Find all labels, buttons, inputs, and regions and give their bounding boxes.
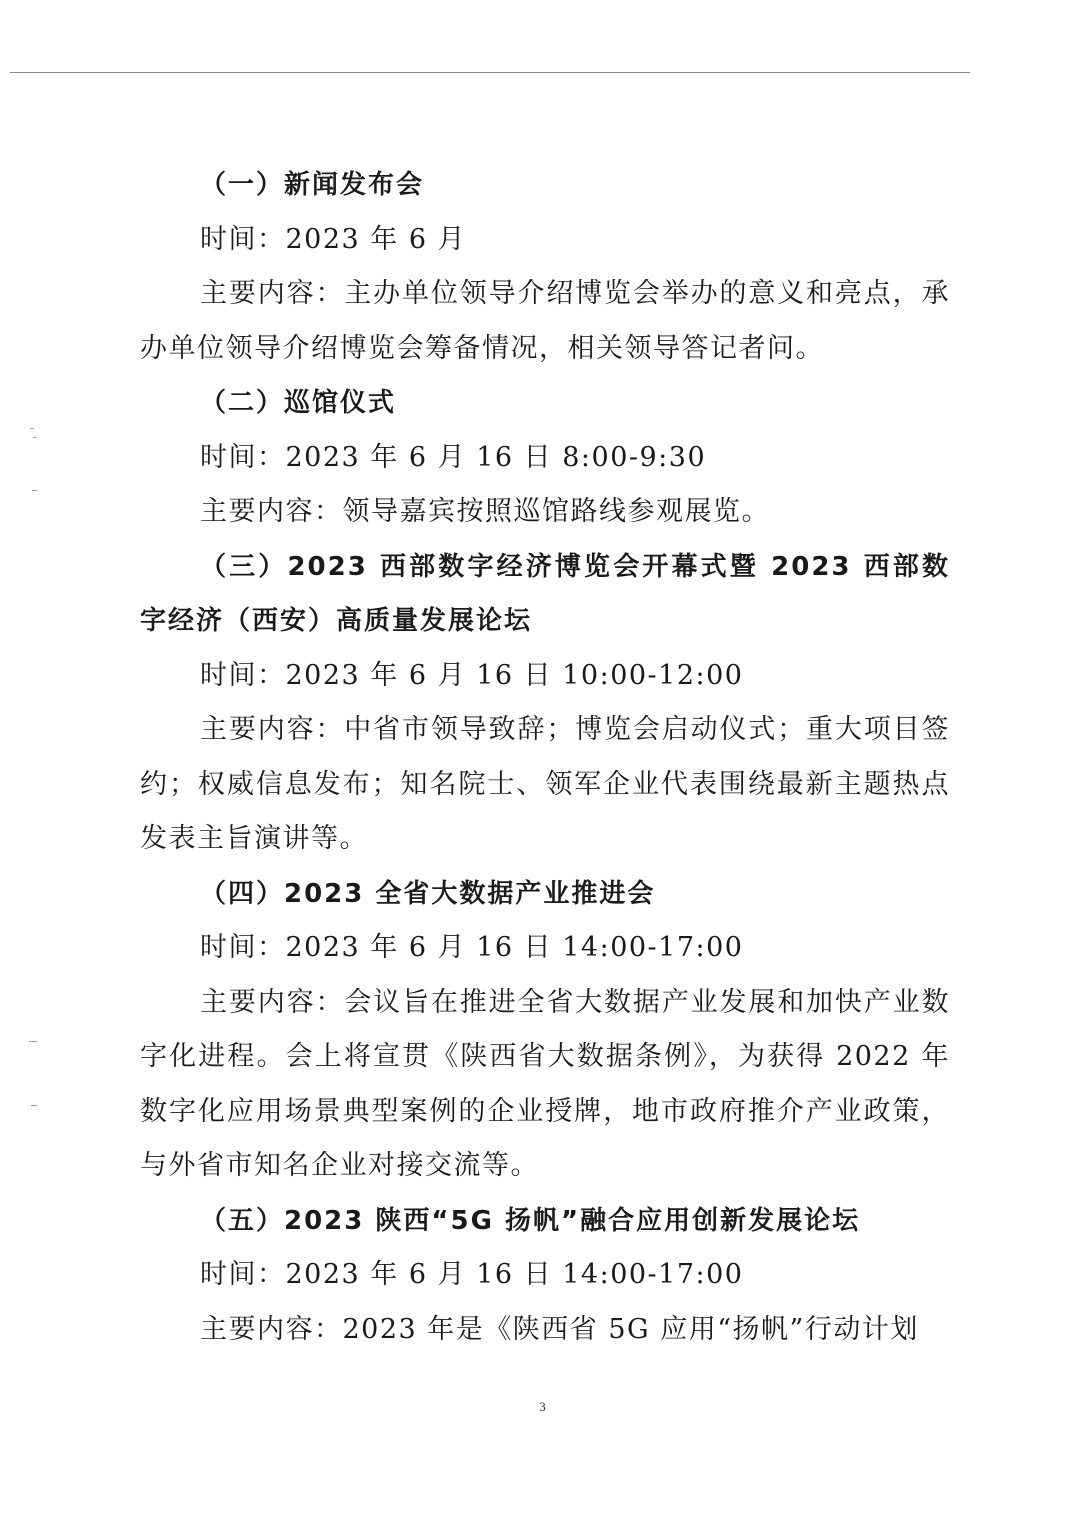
section-heading: （二）巡馆仪式	[200, 388, 397, 418]
section-heading: （一）新闻发布会	[200, 170, 425, 200]
document-body	[140, 158, 950, 1357]
scan-mark	[33, 437, 36, 438]
page-number: 3	[539, 1399, 546, 1414]
header-rule	[10, 72, 970, 73]
section-time: 时间：2023 年 6 月 16 日 8:00-9:30	[200, 441, 707, 473]
section-time: 时间：2023 年 6 月 16 日 14:00-17:00	[200, 932, 744, 963]
scan-mark	[29, 1041, 37, 1042]
section-content: 主要内容：主办单位领导介绍博览会举办的意义和亮点，承办单位领导介绍博览会筹备情况，相关领导答记者问。	[140, 278, 950, 364]
section-content: 主要内容：会议旨在推进全省大数据产业发展和加快产业数字化进程。会上将宣贯《陕西省大数据条例》，为获得 2022 年数字化应用场景典型案例的企业授牌，地市政府推介产业政策，与外省市知名企业对接交流等。	[140, 986, 950, 1181]
section-content: 主要内容：2023 年是《陕西省 5G 应用“扬帆”行动计划	[200, 1313, 919, 1345]
section-heading: （三）2023 西部数字经济博览会开幕式暨 2023 西部数字经济（西安）高质量发展论坛	[140, 551, 950, 636]
section-content: 主要内容：中省市领导致辞；博览会启动仪式；重大项目签约；权威信息发布；知名院士、领军企业代表围绕最新主题热点发表主旨演讲等。	[140, 714, 950, 854]
scan-mark	[31, 1105, 37, 1106]
section-time: 时间：2023 年 6 月	[200, 223, 467, 255]
section-time: 时间：2023 年 6 月 16 日 10:00-12:00	[200, 659, 744, 691]
section-content: 主要内容：领导嘉宾按照巡馆路线参观展览。	[200, 496, 770, 527]
scan-mark	[30, 428, 34, 429]
section-time: 时间：2023 年 6 月 16 日 14:00-17:00	[200, 1259, 744, 1290]
section-heading: （四）2023 全省大数据产业推进会	[200, 878, 656, 909]
section-heading: （五）2023 陕西“5G 扬帆”融合应用创新发展论坛	[200, 1205, 861, 1236]
scan-mark	[32, 490, 37, 491]
